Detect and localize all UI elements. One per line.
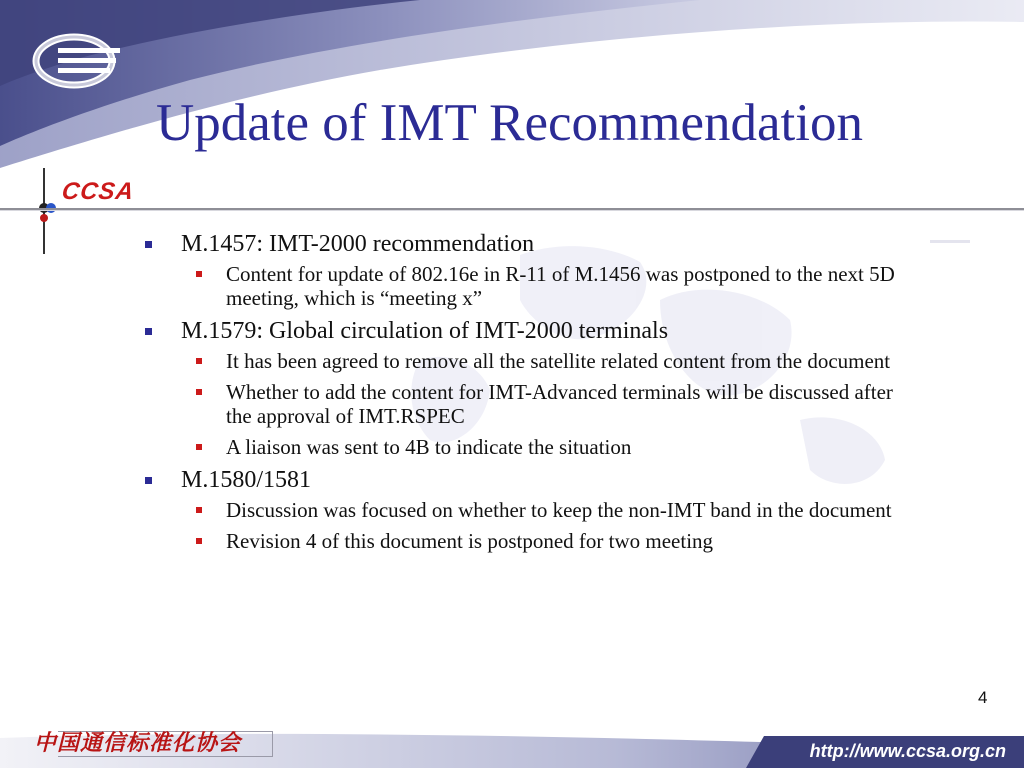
bullet-text: M.1579: Global circulation of IMT-2000 terminals [181,318,669,344]
square-bullet-icon [196,271,202,277]
sub-bullet-item [226,498,916,522]
square-bullet-icon [196,389,202,395]
sub-bullet-text: Whether to add the content for IMT-Advanced terminals will be discussed after the approval of IMT.RSPEC [226,380,893,428]
ccsa-logo: CCSA [60,178,136,205]
sub-bullet-item [226,380,916,428]
bullet-item [140,317,1010,345]
sub-bullet-item [226,262,916,310]
square-bullet-icon [145,477,152,484]
sub-bullet-text: Revision 4 of this document is postponed for two meeting [226,529,714,553]
sub-bullet-item [226,349,916,373]
sub-bullet-item [226,529,916,553]
bullet-text: M.1580/1581 [181,467,312,493]
footer-org-name: 中国通信标准化协会 [34,731,242,756]
sub-bullet-text: Content for update of 802.16e in R-11 of M.1456 was postponed to the next 5D meeting, which is “meeting x” [226,262,895,310]
sub-bullet-item [226,435,916,459]
square-bullet-icon [145,328,152,335]
square-bullet-icon [196,444,202,450]
bullet-item [140,466,1010,494]
sub-bullet-text: It has been agreed to remove all the satellite related content from the document [226,349,891,373]
page-number: 4 [978,688,988,707]
footer-url[interactable]: http://www.ccsa.org.cn [809,741,1006,761]
bullet-text: M.1457: IMT-2000 recommendation [181,231,535,257]
sub-bullet-text: Discussion was focused on whether to keep the non-IMT band in the document [226,498,892,522]
sub-bullet-text: A liaison was sent to 4B to indicate the situation [226,435,632,459]
square-bullet-icon [196,538,202,544]
slide-title: Update of IMT Recommendation [156,94,863,152]
bullet-item [140,230,1010,258]
logo-swoosh-icon [28,30,123,92]
square-bullet-icon [196,507,202,513]
square-bullet-icon [145,241,152,248]
title-divider-shadow [0,210,1024,211]
side-mark-icon [38,168,60,254]
bullet-list [140,228,1010,560]
square-bullet-icon [196,358,202,364]
